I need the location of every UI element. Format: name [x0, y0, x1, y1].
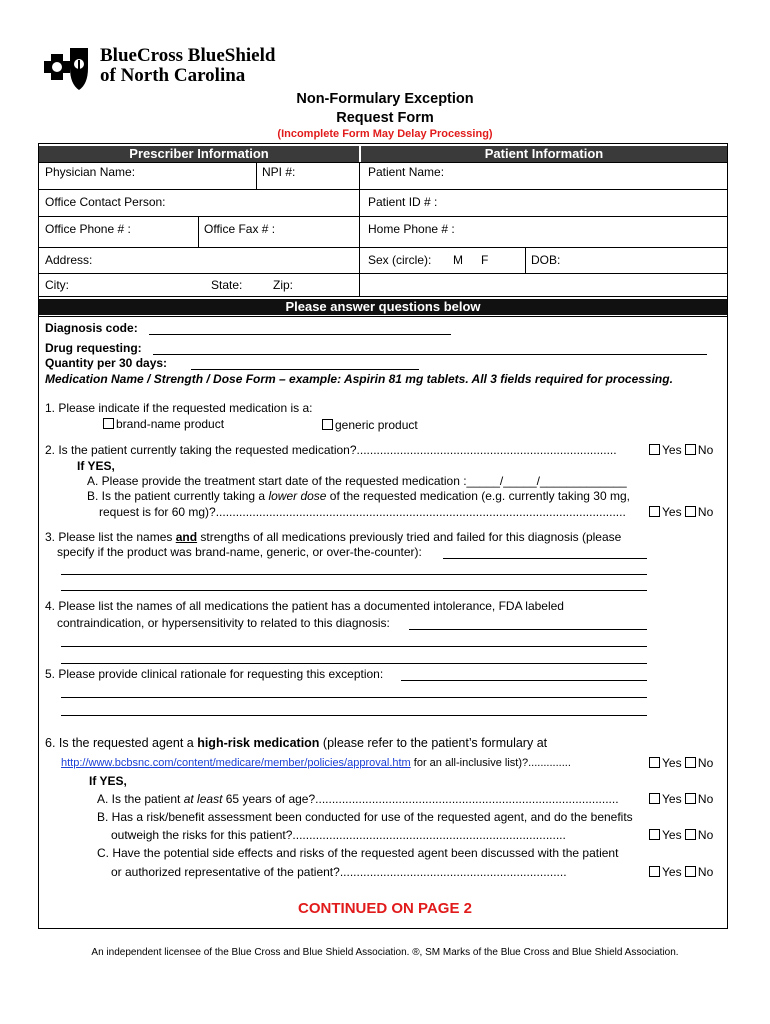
- question-4: 4. Please list the names of all medications the patient has a documented intolerance, FDA labeled: [45, 599, 564, 613]
- checkbox-icon[interactable]: [685, 793, 696, 804]
- office-fax-field[interactable]: Office Fax # :: [204, 222, 276, 236]
- address-field[interactable]: Address:: [45, 253, 93, 267]
- question-3-cont: specify if the product was brand-name, generic, or over-the-counter):: [57, 545, 422, 559]
- quantity-label: Quantity per 30 days:: [45, 356, 168, 370]
- question-6b: B. Has a risk/benefit assessment been conducted for use of the requested agent, and do the benefits: [97, 810, 633, 824]
- q3-answer-line[interactable]: [61, 574, 647, 575]
- city-field[interactable]: City:: [45, 278, 69, 292]
- brand-name: [100, 46, 275, 86]
- question-1: 1. Please indicate if the requested medication is a:: [45, 401, 313, 415]
- question-6c: C. Have the potential side effects and risks of the requested agent been discussed with the patient: [97, 846, 619, 860]
- physician-name-field[interactable]: Physician Name:: [45, 165, 136, 179]
- q4-answer-line[interactable]: [61, 646, 647, 647]
- q6b-yes-no[interactable]: Yes No: [649, 828, 713, 842]
- patient-header: Patient Information: [361, 146, 727, 162]
- form-subtitle: Request Form: [336, 110, 434, 126]
- questions-header: Please answer questions below: [39, 299, 727, 315]
- q5-answer-line[interactable]: [61, 697, 647, 698]
- q5-answer-line[interactable]: [61, 715, 647, 716]
- office-contact-field[interactable]: Office Contact Person:: [45, 195, 166, 209]
- checkbox-icon[interactable]: [649, 793, 660, 804]
- checkbox-icon[interactable]: [685, 866, 696, 877]
- checkbox-icon[interactable]: [649, 829, 660, 840]
- q2-if-yes: If YES,: [77, 459, 115, 473]
- drug-requesting-line[interactable]: [153, 354, 707, 355]
- question-5: 5. Please provide clinical rationale for requesting this exception:: [45, 667, 384, 681]
- brand-line-2: of North Carolina: [100, 65, 246, 86]
- checkbox-icon[interactable]: [103, 418, 114, 429]
- checkbox-icon[interactable]: [685, 506, 696, 517]
- dob-field[interactable]: DOB:: [531, 253, 561, 267]
- quantity-line[interactable]: [191, 369, 419, 370]
- q3-answer-line[interactable]: [61, 590, 647, 591]
- checkbox-icon[interactable]: [649, 866, 660, 877]
- question-2a: A. Please provide the treatment start date of the requested medication :_____/_____/_____________: [87, 474, 627, 488]
- state-field[interactable]: State:: [211, 278, 243, 292]
- q1-brand-option[interactable]: brand-name product: [103, 417, 224, 432]
- medication-note: Medication Name / Strength / Dose Form – example: Aspirin 81 mg tablets. All 3 fields required for processing.: [45, 372, 673, 386]
- form-title: Non-Formulary Exception: [296, 91, 474, 107]
- npi-field[interactable]: NPI #:: [262, 165, 296, 179]
- continued-notice: CONTINUED ON PAGE 2: [298, 900, 472, 917]
- logo: [42, 44, 90, 92]
- q5-answer-line[interactable]: [401, 680, 647, 681]
- checkbox-icon[interactable]: [685, 829, 696, 840]
- q4-answer-line[interactable]: [409, 629, 647, 630]
- office-phone-field[interactable]: Office Phone # :: [45, 222, 131, 236]
- diagnosis-code-line[interactable]: [149, 334, 451, 335]
- q4-answer-line[interactable]: [61, 663, 647, 664]
- checkbox-icon[interactable]: [685, 757, 696, 768]
- checkbox-icon[interactable]: [685, 444, 696, 455]
- brand-line-1: BlueCross BlueShield: [100, 45, 276, 66]
- formulary-link[interactable]: http://www.bcbsnc.com/content/medicare/member/policies/approval.htm: [61, 757, 411, 769]
- q3-answer-line[interactable]: [443, 558, 647, 559]
- question-6: 6. Is the requested agent a high-risk medication (please refer to the patient’s formulary at: [45, 736, 548, 750]
- question-6b-cont: outweigh the risks for this patient?..................................................................................: [111, 828, 566, 842]
- q1-generic-option[interactable]: generic product: [322, 418, 418, 433]
- q6-if-yes: If YES,: [89, 774, 127, 788]
- question-6-cont: http://www.bcbsnc.com/content/medicare/member/policies/approval.htm for an all-inclusive list)?..............: [61, 757, 571, 769]
- sex-f-option[interactable]: F: [481, 253, 489, 267]
- q6-yes-no[interactable]: Yes No: [649, 756, 713, 770]
- question-2b: B. Is the patient currently taking a lower dose of the requested medication (e.g. currently taking 30 mg,: [87, 489, 630, 503]
- checkbox-icon[interactable]: [322, 419, 333, 430]
- q2b-yes-no[interactable]: Yes No: [649, 505, 713, 519]
- checkbox-icon[interactable]: [649, 444, 660, 455]
- question-3: 3. Please list the names and strengths of all medications previously tried and failed for this diagnosis (please: [45, 530, 622, 544]
- footer-text: An independent licensee of the Blue Cross and Blue Shield Association. ®, SM Marks of the Blue Cross and Blue Shield Association.: [91, 947, 679, 958]
- incomplete-warning: (Incomplete Form May Delay Processing): [277, 128, 493, 140]
- sex-m-option[interactable]: M: [453, 253, 463, 267]
- form-frame: [38, 143, 728, 929]
- question-6c-cont: or authorized representative of the patient?....................................................................: [111, 865, 567, 879]
- question-6a: A. Is the patient at least 65 years of age?...........................................................................................: [97, 792, 619, 806]
- checkbox-icon[interactable]: [649, 506, 660, 517]
- zip-field[interactable]: Zip:: [273, 278, 294, 292]
- sex-label: Sex (circle):: [368, 253, 432, 267]
- question-2b-cont: request is for 60 mg)?...........................................................................................................................: [99, 505, 626, 519]
- question-2: 2. Is the patient currently taking the requested medication?..............................................................................: [45, 443, 617, 457]
- q6c-yes-no[interactable]: Yes No: [649, 865, 713, 879]
- drug-requesting-label: Drug requesting:: [45, 341, 142, 355]
- patient-name-field[interactable]: Patient Name:: [368, 165, 445, 179]
- q6a-yes-no[interactable]: Yes No: [649, 792, 713, 806]
- prescriber-header: Prescriber Information: [39, 146, 359, 162]
- home-phone-field[interactable]: Home Phone # :: [368, 222, 455, 236]
- diagnosis-code-label: Diagnosis code:: [45, 321, 138, 335]
- patient-id-field[interactable]: Patient ID # :: [368, 195, 438, 209]
- cross-icon: [42, 44, 90, 92]
- question-4-cont: contraindication, or hypersensitivity to related to this diagnosis:: [57, 616, 390, 630]
- checkbox-icon[interactable]: [649, 757, 660, 768]
- q2-yes-no[interactable]: Yes No: [649, 443, 713, 457]
